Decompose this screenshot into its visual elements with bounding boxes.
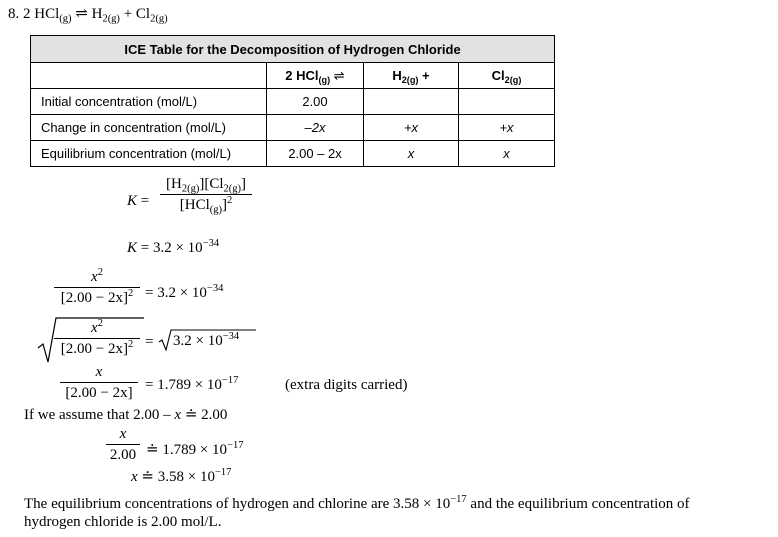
table-row bbox=[31, 115, 555, 141]
k-numerator: $[H_{2(g)}][Cl_{2(g)}]$ bbox=[166, 176, 246, 195]
ice-table-header-row bbox=[31, 63, 555, 89]
sqrt-eq-sign: = bbox=[145, 334, 154, 350]
cell-hcl: 2.00 – 2x bbox=[267, 141, 364, 167]
product-h2: $H_{2(g)}$ bbox=[91, 6, 120, 25]
cell-hcl: 2.00 bbox=[267, 89, 364, 115]
header-cl2: $Cl_{2(g)}$ bbox=[459, 63, 555, 89]
linear-denominator: [2.00 − 2x] bbox=[65, 385, 133, 401]
conclusion-line-2: hydrogen chloride is 2.00 mol/L. bbox=[24, 514, 222, 530]
extra-digits-note: (extra digits carried) bbox=[285, 377, 408, 393]
cell-cl2: +x bbox=[459, 115, 555, 141]
quadratic-numerator: $x^2$ bbox=[91, 267, 103, 285]
sqrt-fraction bbox=[54, 319, 140, 358]
cell-h2 bbox=[364, 89, 459, 115]
header-h2: $H_{2(g)}$ + bbox=[364, 63, 459, 89]
cell-cl2: x bbox=[459, 141, 555, 167]
row-label: Change in concentration (mol/L) bbox=[31, 115, 267, 141]
sqrt-value: $3.2 \times 10^{-34}$ bbox=[173, 331, 240, 349]
quadratic-value: = $3.2 \times 10^{-34}$ bbox=[145, 283, 224, 301]
simple-numerator: x bbox=[119, 426, 127, 442]
ice-table bbox=[30, 35, 555, 167]
header-empty bbox=[31, 63, 267, 89]
fraction-bar bbox=[60, 382, 138, 383]
cell-hcl: –2x bbox=[267, 115, 364, 141]
table-row bbox=[31, 89, 555, 115]
linear-value: = $1.789 \times 10^{-17}$ bbox=[145, 375, 239, 393]
reactant-hcl: 2 HCl$_{(g)}$ bbox=[23, 6, 72, 25]
ice-table-title-row bbox=[31, 36, 555, 63]
sqrt-numerator: $x^2$ bbox=[91, 318, 103, 336]
k-value-line: $K = 3.2 \times 10^{-34}$ bbox=[127, 238, 220, 256]
product-cl2: $Cl_{2(g)}$ bbox=[135, 6, 168, 25]
sqrt-denominator: $[2.00 - 2x]^2$ bbox=[60, 339, 134, 357]
plus-sign: + bbox=[123, 6, 133, 22]
linear-fraction bbox=[60, 363, 138, 402]
equilibrium-arrow: ⇌ bbox=[75, 6, 88, 22]
x-final-value: x ≐ $3.58 \times 10^{-17}$ bbox=[131, 467, 232, 485]
cell-h2: x bbox=[364, 141, 459, 167]
quadratic-fraction bbox=[54, 268, 140, 307]
k-denominator: $[HCl_{(g)}]^2$ bbox=[179, 195, 233, 216]
assumption-line: If we assume that 2.00 – x ≐ 2.00 bbox=[24, 407, 228, 423]
ice-table-title: ICE Table for the Decomposition of Hydrogen Chloride bbox=[31, 36, 555, 63]
simple-value: ≐ $1.789 \times 10^{-17}$ bbox=[146, 440, 244, 458]
simple-denominator: 2.00 bbox=[109, 447, 137, 463]
problem-number: 8. bbox=[8, 6, 20, 22]
quadratic-denominator: $[2.00 - 2x]^2$ bbox=[60, 288, 134, 306]
row-label: Equilibrium concentration (mol/L) bbox=[31, 141, 267, 167]
k-symbol-1: K = bbox=[127, 193, 150, 209]
header-hcl: 2 HCl$_{(g)}$ ⇌ bbox=[267, 63, 364, 89]
row-label: Initial concentration (mol/L) bbox=[31, 89, 267, 115]
cell-cl2 bbox=[459, 89, 555, 115]
linear-numerator: x bbox=[95, 364, 103, 380]
problem-heading bbox=[8, 4, 168, 23]
conclusion-line-1: The equilibrium concentrations of hydrogen and chlorine are $3.58 \times 10^{-17}$ and the equilibrium concentration of bbox=[24, 494, 690, 512]
simple-fraction bbox=[106, 425, 140, 464]
fraction-bar bbox=[106, 444, 140, 445]
cell-h2: +x bbox=[364, 115, 459, 141]
table-row bbox=[31, 141, 555, 167]
k-expression-fraction bbox=[160, 175, 252, 214]
